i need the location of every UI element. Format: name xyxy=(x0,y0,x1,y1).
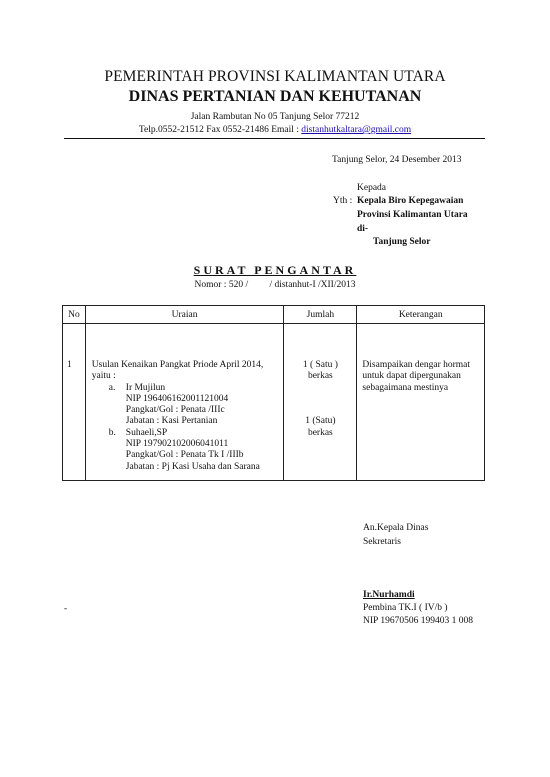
person-b-nip: NIP 197902102006041011 xyxy=(125,439,229,450)
letter-date: Tanjung Selor, 24 Desember 2013 xyxy=(332,155,462,165)
uraian-intro-1: Usulan Kenaikan Pangkat Priode April 2014, xyxy=(91,360,264,370)
table-header-row xyxy=(63,306,485,324)
recipient-line-4: Tanjung Selor xyxy=(373,237,431,247)
header-divider xyxy=(64,138,485,139)
office-address: Jalan Rambutan No 05 Tanjung Selor 77212 xyxy=(190,112,360,122)
recipient-line-2: Provinsi Kalimantan Utara xyxy=(357,210,468,220)
cell-uraian xyxy=(85,324,284,481)
jumlah-a-unit: berkas xyxy=(307,371,333,382)
person-a-name: Ir Mujilun xyxy=(125,382,166,393)
contact-phone-fax: Telp.0552-21512 Fax 0552-21486 Email : xyxy=(138,125,302,135)
footer-mark: - xyxy=(64,604,68,614)
person-a-label: a. xyxy=(108,382,116,393)
recipient-line-1: Kepala Biro Kepegawaian xyxy=(357,196,464,206)
signatory-rank: Pembina TK.I ( IV/b ) xyxy=(363,603,448,613)
signature-title-1: An.Kepala Dinas xyxy=(363,523,429,533)
uraian-intro-2: yaitu : xyxy=(91,371,116,382)
keterangan-line-1: Disampaikan dengar hormat xyxy=(362,360,471,370)
keterangan-line-2: untuk dapat dipergunakan xyxy=(362,371,461,382)
row-number: 1 xyxy=(67,360,72,370)
header-jumlah: Jumlah xyxy=(284,306,357,324)
signatory-nip: NIP 19670506 199403 1 008 xyxy=(363,616,473,626)
kepada-label: Kepada xyxy=(357,183,387,193)
person-a-nip: NIP 196406162001121004 xyxy=(125,393,229,404)
signature-title-2: Sekretaris xyxy=(363,537,401,547)
person-a-jabatan: Jabatan : Kasi Pertanian xyxy=(125,416,218,427)
office-contact xyxy=(0,125,550,135)
department-name: DINAS PERTANIAN DAN KEHUTANAN xyxy=(128,88,422,105)
person-b-name-line xyxy=(92,428,284,439)
recipient-line-3: di- xyxy=(357,224,369,234)
person-b-name: Suhaeli,SP xyxy=(125,427,168,438)
table-row xyxy=(63,324,485,481)
jumlah-b-unit: berkas xyxy=(307,427,333,438)
cell-keterangan xyxy=(357,324,485,481)
person-b-pangkat: Pangkat/Gol : Penata Tk I /IIIb xyxy=(125,450,244,461)
header-uraian: Uraian xyxy=(85,306,284,324)
person-a-name-line xyxy=(92,383,284,394)
yth-label: Yth : xyxy=(333,196,353,206)
person-a-pangkat: Pangkat/Gol : Penata /IIIc xyxy=(125,405,225,416)
person-b-jabatan: Jabatan : Pj Kasi Usaha dan Sarana xyxy=(125,461,260,472)
header-no: No xyxy=(63,306,86,324)
person-b-label: b. xyxy=(108,427,116,438)
signatory-name: Ir.Nurhamdi xyxy=(363,590,415,600)
items-table xyxy=(62,305,485,481)
government-name: PEMERINTAH PROVINSI KALIMANTAN UTARA xyxy=(104,68,446,85)
email-link[interactable]: distanhutkaltara@gmail.com xyxy=(301,125,412,135)
letter-title: SURAT PENGANTAR xyxy=(193,263,357,277)
cell-jumlah xyxy=(284,324,357,481)
jumlah-b-qty: 1 (Satu) xyxy=(305,416,336,427)
header-keterangan: Keterangan xyxy=(357,306,485,324)
letter-number: Nomor : 520 / / distanhut-I /XII/2013 xyxy=(194,280,356,290)
jumlah-a-qty: 1 ( Satu ) xyxy=(302,360,338,370)
cell-no xyxy=(63,324,86,481)
keterangan-line-3: sebagaimana mestinya xyxy=(362,382,449,393)
